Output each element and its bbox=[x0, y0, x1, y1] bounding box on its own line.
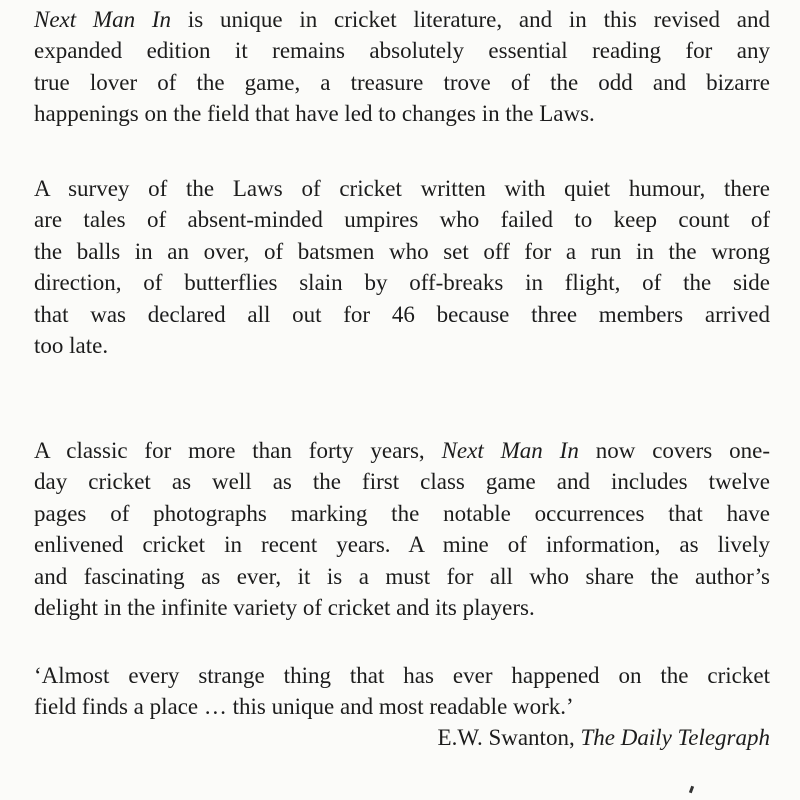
blurb-paragraph-3 bbox=[34, 435, 770, 623]
blurb-p1-line: happenings on the field that have led to changes in the Laws. bbox=[34, 101, 595, 127]
blurb-p2-line: are tales of absent-minded umpires who failed to keep count of bbox=[34, 207, 770, 233]
blurb-p2-line: the balls in an over, of batsmen who set off for a run in the wrong bbox=[34, 238, 770, 264]
blurb-p3-line bbox=[34, 435, 770, 466]
review-attribution bbox=[438, 722, 770, 753]
blurb-p1-line: expanded edition it remains absolutely essential reading for any bbox=[34, 38, 770, 64]
blurb-p3-line: enlivened cricket in recent years. A mine of information, as lively bbox=[34, 532, 770, 558]
blurb-p2-line: A survey of the Laws of cricket written with quiet humour, there bbox=[34, 176, 770, 201]
blurb-p1-line bbox=[34, 4, 770, 35]
back-cover-text bbox=[34, 0, 770, 800]
review-quote-line: ‘Almost every strange thing that has ever happened on the cricket bbox=[34, 663, 770, 688]
blurb-p2-line: that was declared all out for 46 because three members arrived bbox=[34, 301, 770, 327]
blurb-p3-text: now covers one- bbox=[578, 438, 771, 463]
blurb-p1-text: is unique in cricket literature, and in this revised and bbox=[171, 7, 771, 32]
review-author: E.W. Swanton, bbox=[437, 725, 581, 750]
blurb-p3-text: A classic for more than forty years, bbox=[34, 438, 442, 463]
blurb-paragraph-2 bbox=[34, 173, 770, 361]
blurb-p1-line: true lover of the game, a treasure trove of the odd and bizarre bbox=[34, 69, 770, 95]
blurb-p2-line: too late. bbox=[34, 333, 109, 359]
blurb-paragraph-1 bbox=[34, 4, 770, 130]
book-title: Next Man In bbox=[34, 7, 172, 32]
blurb-p3-line: and fascinating as ever, it is a must for all who share the author’s bbox=[34, 563, 770, 589]
review-quote bbox=[34, 660, 770, 723]
review-publication: The Daily Telegraph bbox=[580, 725, 770, 750]
blurb-p3-line: day cricket as well as the first class game and includes twelve bbox=[34, 469, 770, 495]
blurb-p3-line: delight in the infinite variety of cricket and its players. bbox=[34, 595, 535, 621]
review-quote-line: field finds a place … this unique and most readable work.’ bbox=[34, 694, 574, 720]
blurb-p2-line: direction, of butterflies slain by off-breaks in flight, of the side bbox=[34, 270, 770, 296]
blurb-p3-line: pages of photographs marking the notable occurrences that have bbox=[34, 500, 770, 526]
book-title: Next Man In bbox=[441, 438, 579, 463]
